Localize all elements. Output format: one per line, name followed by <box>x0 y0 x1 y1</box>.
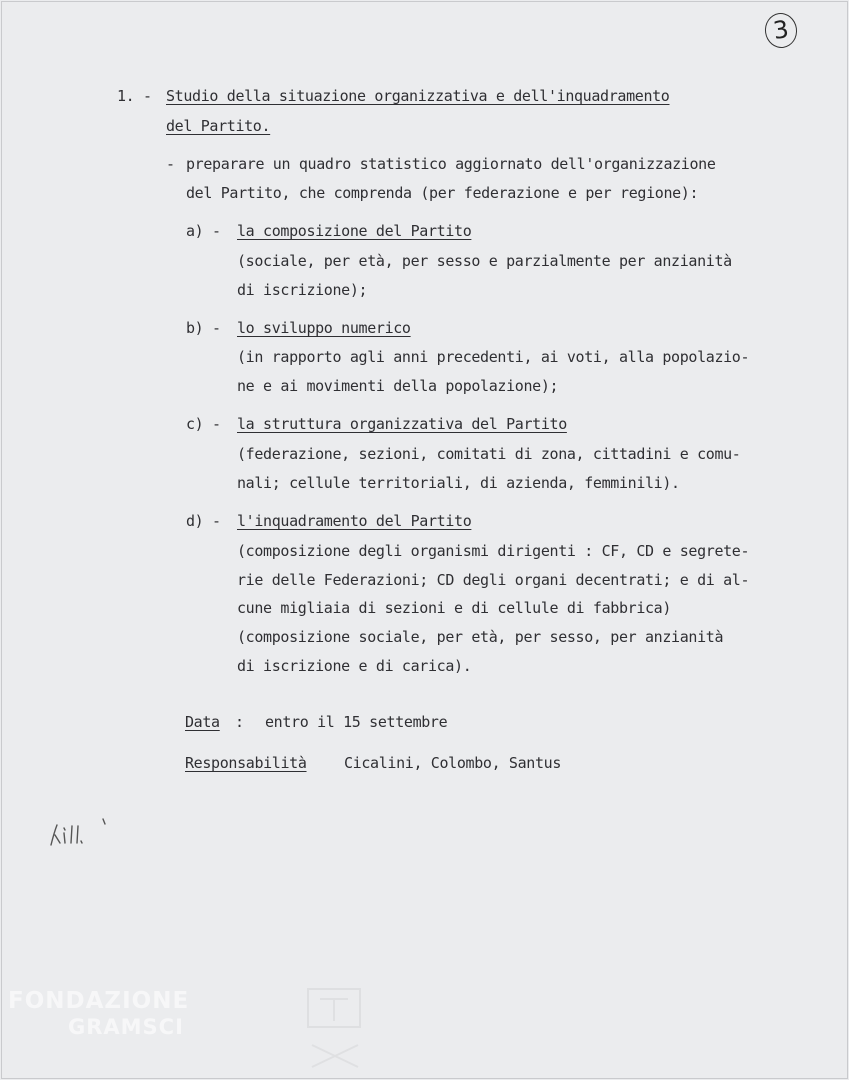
section-number: 1. - <box>117 87 152 105</box>
item-b-line-1: (in rapporto agli anni precedenti, ai voti, alla popolazio- <box>237 348 750 366</box>
section-title-line-1: Studio della situazione organizzativa e dell'inquadramento <box>166 87 670 105</box>
item-d-line-5: di iscrizione e di carica). <box>237 657 472 675</box>
item-c-line-1: (federazione, sezioni, comitati di zona, cittadini e comu- <box>237 445 741 463</box>
item-b-marker: b) - <box>186 319 221 337</box>
item-d-line-3: cune migliaia di sezioni e di cellule di fabbrica) <box>237 599 672 617</box>
archive-watermark <box>8 988 189 1040</box>
item-d-line-2: rie delle Federazioni; CD degli organi decentrati; e di al- <box>237 571 750 589</box>
responsibility-label: Responsabilità <box>185 754 307 772</box>
item-a-line-1: (sociale, per età, per sesso e parzialmente per anzianità <box>237 252 732 270</box>
seal-watermark <box>300 985 370 1075</box>
item-b-line-2: ne e ai movimenti della popolazione); <box>237 377 559 395</box>
intro-dash: - <box>166 155 175 173</box>
item-a-title: la composizione del Partito <box>237 222 472 240</box>
handwritten-note <box>45 815 125 855</box>
item-d-line-4: (composizione sociale, per età, per sesso, per anzianità <box>237 628 724 646</box>
watermark-line-2: GRAMSCI <box>68 1015 184 1039</box>
item-c-line-2: nali; cellule territoriali, di azienda, femminili). <box>237 474 680 492</box>
item-a-marker: a) - <box>186 222 221 240</box>
item-d-marker: d) - <box>186 512 221 530</box>
item-d-line-1: (composizione degli organismi dirigenti : CF, CD e segrete- <box>237 542 750 560</box>
intro-line-2: del Partito, che comprenda (per federazione e per regione): <box>186 184 699 202</box>
section-title-line-2: del Partito. <box>166 117 271 135</box>
deadline-separator: : <box>235 713 244 731</box>
deadline-label: Data <box>185 713 220 731</box>
watermark-line-1: FONDAZIONE <box>8 988 190 1014</box>
item-c-title: la struttura organizzativa del Partito <box>237 415 567 433</box>
deadline-value: entro il 15 settembre <box>265 713 448 731</box>
intro-line-1: preparare un quadro statistico aggiornato dell'organizzazione <box>186 155 716 173</box>
item-a-line-2: di iscrizione); <box>237 281 368 299</box>
item-c-marker: c) - <box>186 415 221 433</box>
item-d-title: l'inquadramento del Partito <box>237 512 472 530</box>
responsibility-value: Cicalini, Colombo, Santus <box>344 754 562 772</box>
item-b-title: lo sviluppo numerico <box>237 319 411 337</box>
page-number: 3 <box>763 11 800 50</box>
